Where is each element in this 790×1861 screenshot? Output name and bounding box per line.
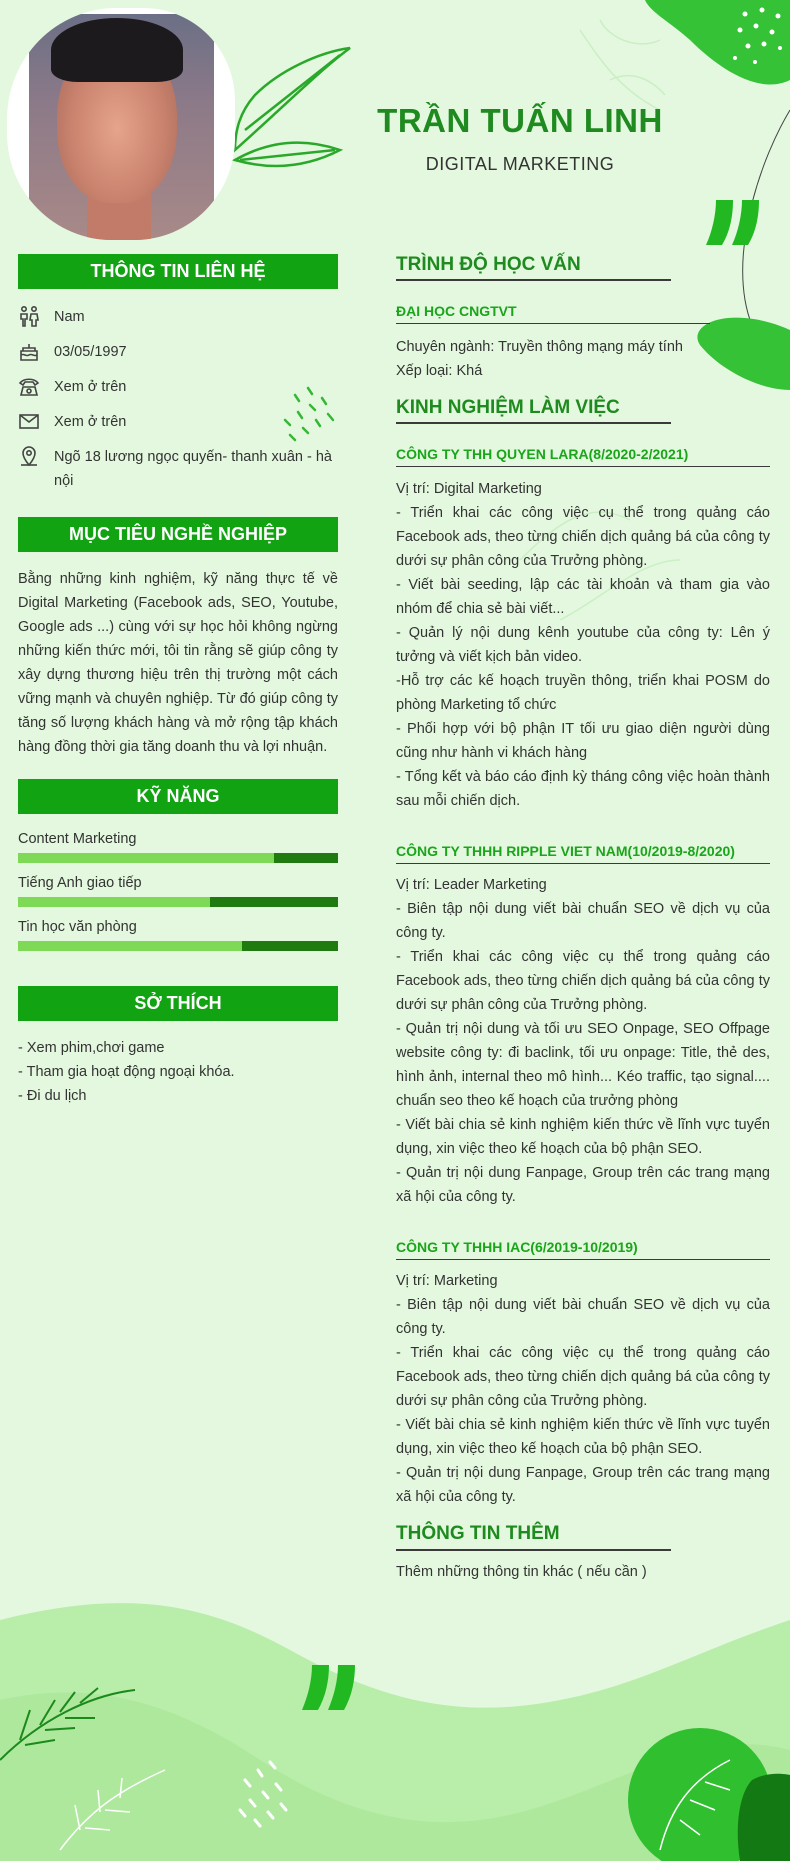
skill-fill xyxy=(18,897,210,907)
job-description xyxy=(396,477,770,813)
candidate-name: TRẦN TUẤN LINH xyxy=(377,102,663,139)
job-line: Vị trí: Marketing xyxy=(396,1273,498,1289)
job-line: - Triển khai các công việc cụ thể trong quảng cáo Facebook ads, theo từng chiến dịch quảng bá của công ty dưới sự phân công của Trưởng phòng. xyxy=(396,505,770,569)
contact-item-birthday xyxy=(18,340,338,364)
job-description xyxy=(396,1269,770,1509)
education-major: Chuyên ngành: Truyền thông mạng máy tính xyxy=(396,339,683,355)
job-line: -Hỗ trợ các kế hoạch truyền thông, triển khai POSM do phòng Marketing tổ chức xyxy=(396,673,770,713)
contact-item-phone xyxy=(18,375,338,399)
contact-text: Nam xyxy=(54,309,85,325)
phone-icon xyxy=(18,375,40,397)
birthday-cake-icon xyxy=(18,340,40,362)
job-line: - Phối hợp với bộ phận IT tối ưu giao diện người dùng cũng như hành vi khách hàng xyxy=(396,721,770,761)
job-line: - Viết bài chia sẻ kinh nghiệm kiến thức về lĩnh vực tuyển dụng, xin việc theo kế hoạch của bộ phận SEO. xyxy=(396,1117,770,1157)
profile-photo xyxy=(7,8,235,240)
skill-fill xyxy=(18,853,274,863)
job-company: CÔNG TY THHH RIPPLE VIET NAM(10/2019-8/2020) xyxy=(396,843,735,859)
skill-label: Content Marketing xyxy=(18,831,137,847)
subheading-underline xyxy=(396,466,770,467)
skills-section-header: KỸ NĂNG xyxy=(18,779,338,814)
job-line: - Biên tập nội dung viết bài chuẩn SEO về dịch vụ của công ty. xyxy=(396,1297,770,1337)
experience-section-header: KINH NGHIỆM LÀM VIỆC xyxy=(396,397,620,418)
education-details xyxy=(396,335,770,383)
gender-icon xyxy=(18,305,40,327)
skill-bar-content-marketing xyxy=(18,853,338,863)
job-line: - Biên tập nội dung viết bài chuẩn SEO về dịch vụ của công ty. xyxy=(396,901,770,941)
contact-section-header: THÔNG TIN LIÊN HỆ xyxy=(18,254,338,289)
hobbies-section-header: SỞ THÍCH xyxy=(18,986,338,1021)
skill-bar-office xyxy=(18,941,338,951)
skill-fill xyxy=(18,941,242,951)
contact-item-address xyxy=(18,445,338,493)
hobby-item: - Tham gia hoạt động ngoại khóa. xyxy=(18,1064,235,1080)
job-company: CÔNG TY THH QUYEN LARA(8/2020-2/2021) xyxy=(396,446,689,462)
job-line: - Quản trị nội dung Fanpage, Group trên các trang mạng xã hội của công ty. xyxy=(396,1165,770,1205)
extra-info-text: Thêm những thông tin khác ( nếu cần ) xyxy=(396,1564,647,1580)
contact-text: Xem ở trên xyxy=(54,414,127,430)
job-line: - Quản trị nội dung và tối ưu SEO Onpage, SEO Offpage website công ty: đi baclink, tối ưu onpage: Title, thẻ des, hình ảnh, internal theo mô hình... Kéo traffic, tạo signal.... chuẩn seo theo kế hoạch của trưởng phòng xyxy=(396,1021,770,1109)
heading-underline xyxy=(396,422,671,424)
skill-label: Tiếng Anh giao tiếp xyxy=(18,875,142,891)
hobby-item: - Đi du lịch xyxy=(18,1088,87,1104)
job-line: - Viết bài seeding, lập các tài khoản và tham gia vào nhóm để chia sẻ bài viết... xyxy=(396,577,770,617)
contact-text: Xem ở trên xyxy=(54,379,127,395)
job-line: Vị trí: Leader Marketing xyxy=(396,877,547,893)
subheading-underline xyxy=(396,863,770,864)
education-grade: Xếp loại: Khá xyxy=(396,363,483,379)
subheading-underline xyxy=(396,323,710,324)
job-line: - Viết bài chia sẻ kinh nghiệm kiến thức về lĩnh vực tuyển dụng, xin việc theo kế hoạch của bộ phận SEO. xyxy=(396,1417,770,1457)
contact-item-gender xyxy=(18,305,338,329)
school-name: ĐẠI HỌC CNGTVT xyxy=(396,303,517,319)
heading-underline xyxy=(396,279,671,281)
contact-text: Ngõ 18 lương ngọc quyến- thanh xuân - hà nội xyxy=(54,449,332,489)
job-line: - Triển khai các công việc cụ thể trong quảng cáo Facebook ads, theo từng chiến dịch quảng bá của công ty dưới sự phân công của Trưởng phòng. xyxy=(396,949,770,1013)
subheading-underline xyxy=(396,1259,770,1260)
objective-text: Bằng những kinh nghiệm, kỹ năng thực tế về Digital Marketing (Facebook ads, SEO, Youtube, Google ads ...) cùng với sự học hỏi không ngừng những kiến thức mới, tôi tin rằng sẽ giúp công ty xây dựng thương hiệu trên thị trường một cách vững mạnh và chuyên nghiệp. Từ đó giúp công ty tăng số lượng khách hàng và mở rộng tập khách hàng đồng thời gia tăng doanh thu và lợi nhuận. xyxy=(18,571,338,755)
job-description xyxy=(396,873,770,1209)
location-pin-icon xyxy=(18,445,40,467)
hobby-item: - Xem phim,chơi game xyxy=(18,1040,165,1056)
skill-bar-english xyxy=(18,897,338,907)
candidate-role: DIGITAL MARKETING xyxy=(425,154,615,174)
email-icon xyxy=(18,410,40,432)
skill-label: Tin học văn phòng xyxy=(18,919,137,935)
job-line: - Triển khai các công việc cụ thể trong quảng cáo Facebook ads, theo từng chiến dịch quảng bá của công ty dưới sự phân công của Trưởng phòng. xyxy=(396,1345,770,1409)
job-line: - Quản lý nội dung kênh youtube của công ty: Lên ý tưởng và viết kịch bản video. xyxy=(396,625,770,665)
extra-info-section-header: THÔNG TIN THÊM xyxy=(396,1523,560,1544)
job-line: - Tổng kết và báo cáo định kỳ tháng công việc hoàn thành sau mỗi chiến dịch. xyxy=(396,769,770,809)
objective-section-header: MỤC TIÊU NGHỀ NGHIỆP xyxy=(18,517,338,552)
contact-item-email xyxy=(18,410,338,434)
contact-text: 03/05/1997 xyxy=(54,344,127,360)
job-line: Vị trí: Digital Marketing xyxy=(396,481,542,497)
job-line: - Quản trị nội dung Fanpage, Group trên các trang mạng xã hội của công ty. xyxy=(396,1465,770,1505)
heading-underline xyxy=(396,1549,671,1551)
job-company: CÔNG TY THHH IAC(6/2019-10/2019) xyxy=(396,1239,638,1255)
education-section-header: TRÌNH ĐỘ HỌC VẤN xyxy=(396,254,581,275)
